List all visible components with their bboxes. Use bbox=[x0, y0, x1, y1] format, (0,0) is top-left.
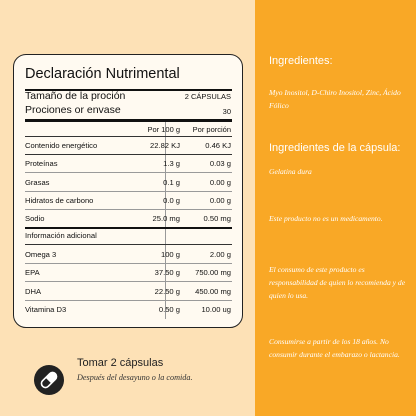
row-value-100g: 0.1 g bbox=[163, 178, 180, 187]
row-name: EPA bbox=[25, 268, 40, 277]
servings-label: Prociones or envase bbox=[25, 104, 121, 116]
row-name: Vitamina D3 bbox=[25, 305, 67, 314]
label-title: Declaración Nutrimental bbox=[25, 66, 180, 82]
divider bbox=[25, 263, 232, 264]
row-value-100g: 0.50 g bbox=[158, 305, 180, 314]
divider bbox=[25, 244, 232, 245]
row-value-serving: 0.03 g bbox=[209, 159, 231, 168]
capsule-ingredients-title: Ingredientes de la cápsula: bbox=[269, 142, 401, 154]
row-value-100g: 37.50 g bbox=[154, 268, 180, 277]
row-name: Proteínas bbox=[25, 159, 58, 168]
row-value-serving: 0.00 g bbox=[209, 196, 231, 205]
row-value-100g: 25.0 mg bbox=[152, 214, 180, 223]
row-value-100g: 22.50 g bbox=[154, 287, 180, 296]
servings-value: 30 bbox=[222, 107, 231, 116]
row-value-100g: 100 g bbox=[160, 250, 180, 259]
capsule-icon bbox=[34, 365, 64, 395]
divider bbox=[25, 136, 232, 137]
divider bbox=[25, 281, 232, 282]
row-value-serving: 2.00 g bbox=[209, 250, 231, 259]
row-value-serving: 0.50 mg bbox=[203, 214, 231, 223]
divider bbox=[25, 300, 232, 301]
nutrition-label bbox=[13, 54, 243, 328]
row-name: Omega 3 bbox=[25, 250, 57, 259]
disclaimer-age: Consumirse a partir de los 18 años. No consumir durante el embarazo o lactancia. bbox=[269, 337, 400, 359]
row-value-100g: 1.3 g bbox=[163, 159, 180, 168]
dosage-subtitle: Después del desayuno o la comida. bbox=[77, 373, 193, 382]
additional-info-heading: Información adicional bbox=[25, 231, 103, 240]
col-per-100g-header: Por 100 g bbox=[147, 125, 180, 134]
col-per-serving-header: Por porción bbox=[192, 125, 231, 134]
divider bbox=[25, 154, 232, 155]
row-name: Sodio bbox=[25, 214, 45, 223]
row-value-serving: 10.00 ug bbox=[201, 305, 231, 314]
row-value-100g: 22.82 KJ bbox=[150, 141, 180, 150]
divider bbox=[25, 209, 232, 210]
row-value-serving: 450.00 mg bbox=[195, 287, 231, 296]
row-value-serving: 750.00 mg bbox=[195, 268, 231, 277]
disclaimer-medicine: Este producto no es un medicamento. bbox=[269, 214, 383, 223]
row-value-100g: 0.0 g bbox=[163, 196, 180, 205]
right-panel bbox=[255, 0, 416, 416]
row-value-serving: 0.00 g bbox=[209, 178, 231, 187]
ingredients-title: Ingredientes: bbox=[269, 55, 333, 67]
serving-size-value: 2 CÁPSULAS bbox=[184, 92, 231, 101]
divider bbox=[25, 191, 232, 192]
row-name: Contenido energético bbox=[25, 141, 98, 150]
row-name: Hidratos de carbono bbox=[25, 196, 94, 205]
serving-size-label: Tamaño de la proción bbox=[25, 90, 126, 102]
divider bbox=[25, 227, 232, 229]
row-name: DHA bbox=[25, 287, 42, 296]
divider bbox=[25, 119, 232, 122]
divider bbox=[25, 172, 232, 173]
capsule-ingredients-text: Gelatina dura bbox=[269, 167, 312, 176]
row-value-serving: 0.46 KJ bbox=[205, 141, 231, 150]
ingredients-text: Myo Inositol, D-Chiro Inositol, Zinc, Ácido Fólico bbox=[269, 88, 401, 110]
dosage-title: Tomar 2 cápsulas bbox=[77, 357, 164, 369]
disclaimer-responsibility: El consumo de este producto es responsabilidad de quien lo recomienda y de quien lo usa. bbox=[269, 265, 406, 300]
row-name: Grasas bbox=[25, 178, 50, 187]
